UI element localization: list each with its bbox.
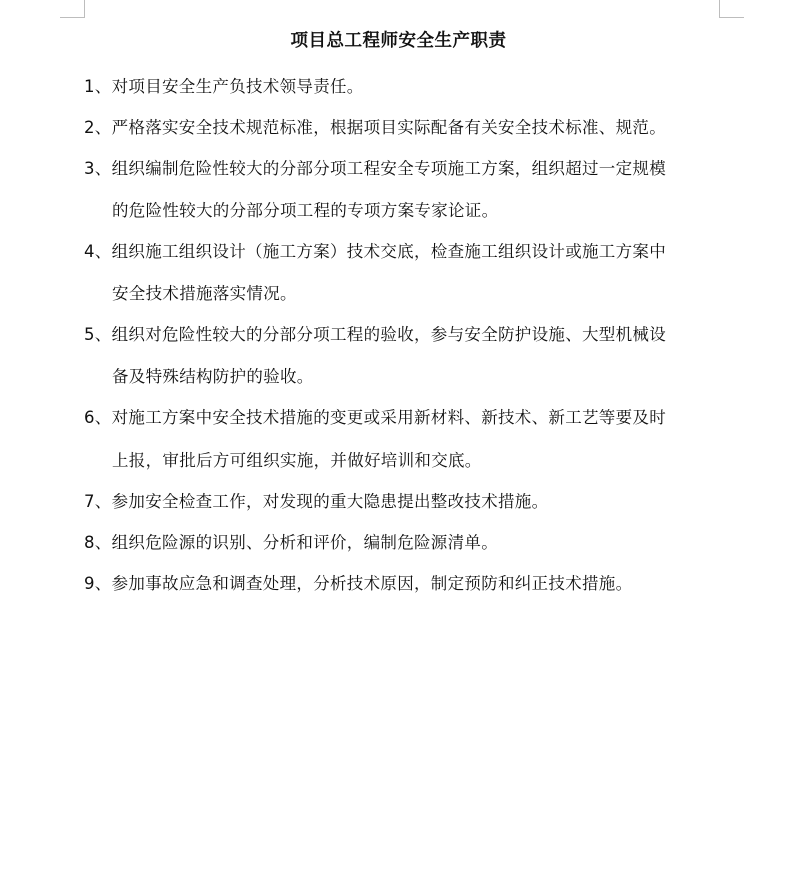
list-item-5-continuation: 备及特殊结构防护的验收。 bbox=[112, 367, 314, 386]
list-item-6: 6、对施工方案中安全技术措施的变更或采用新材料、新技术、新工艺等要及时 bbox=[84, 408, 666, 427]
document-title: 项目总工程师安全生产职责 bbox=[290, 31, 507, 51]
list-item-1: 1、对项目安全生产负技术领导责任。 bbox=[84, 77, 364, 96]
list-item-6-continuation: 上报，审批后方可组织实施，并做好培训和交底。 bbox=[112, 451, 482, 470]
list-item-5: 5、组织对危险性较大的分部分项工程的验收，参与安全防护设施、大型机械设 bbox=[84, 325, 666, 344]
list-item-7: 7、参加安全检查工作，对发现的重大隐患提出整改技术措施。 bbox=[84, 492, 549, 511]
crop-mark-top-right bbox=[719, 0, 744, 18]
list-item-3: 3、组织编制危险性较大的分部分项工程安全专项施工方案，组织超过一定规模 bbox=[84, 159, 666, 178]
list-item-4: 4、组织施工组织设计（施工方案）技术交底，检查施工组织设计或施工方案中 bbox=[84, 242, 666, 261]
list-item-4-continuation: 安全技术措施落实情况。 bbox=[112, 284, 297, 303]
list-item-3-continuation: 的危险性较大的分部分项工程的专项方案专家论证。 bbox=[112, 201, 499, 220]
crop-mark-top-left bbox=[60, 0, 85, 18]
list-item-2: 2、严格落实安全技术规范标准，根据项目实际配备有关安全技术标准、规范。 bbox=[84, 118, 666, 137]
list-item-8: 8、组织危险源的识别、分析和评价，编制危险源清单。 bbox=[84, 533, 498, 552]
list-item-9: 9、参加事故应急和调查处理，分析技术原因，制定预防和纠正技术措施。 bbox=[84, 574, 633, 593]
